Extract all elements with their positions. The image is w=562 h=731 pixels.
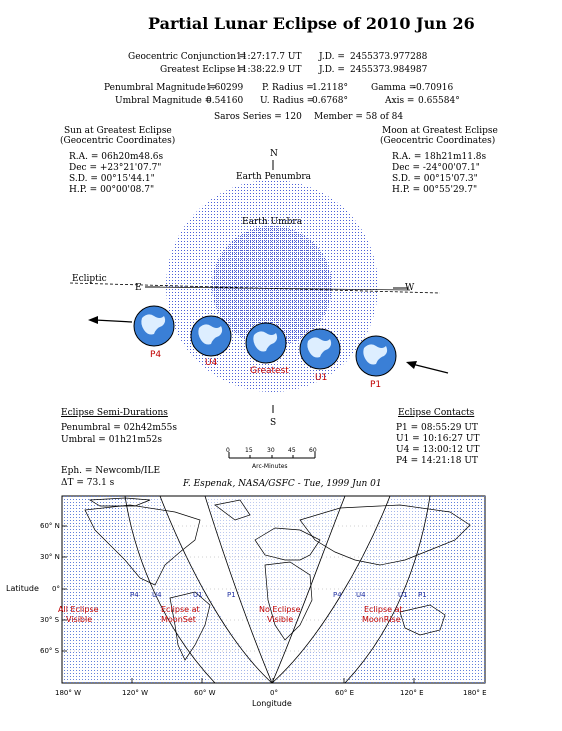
scale-tick-0: 0 [226, 447, 230, 454]
semi-penumbral: Penumbral = 02h42m55s [61, 423, 177, 433]
curve-label-p1-e: P1 [418, 591, 427, 599]
p-radius: 1.2118° [312, 83, 348, 93]
lat-tick-60n: 60° N [40, 522, 60, 530]
sun-heading-sub: (Geocentric Coordinates) [60, 136, 176, 146]
curve-label-u4-w: U4 [152, 591, 162, 599]
curve-label-u1-e: U1 [398, 591, 408, 599]
delta-t: ΔT = 73.1 s [61, 478, 115, 488]
lat-tick-30n: 30° N [40, 553, 60, 561]
umbral-magnitude-label: Umbral Magnitude = [115, 96, 213, 106]
semi-umbral: Umbral = 01h21m52s [61, 435, 162, 445]
latitude-title: Latitude [6, 584, 39, 593]
conjunction-jd: 2455373.977288 [350, 52, 428, 62]
conjunction-label: Geocentric Conjunction = [128, 52, 247, 62]
curve-label-p4-e: P4 [333, 591, 342, 599]
greatest-time: 11:38:22.9 UT [236, 65, 302, 75]
greatest-jd-label: J.D. = [319, 65, 345, 75]
sun-heading: Sun at Greatest Eclipse [64, 126, 172, 136]
u-radius-label: U. Radius = [260, 96, 315, 106]
region-all-visible-2: Visible [66, 615, 93, 624]
contact-p1: P1 = 08:55:29 UT [396, 423, 478, 433]
scale-tick-30: 30 [267, 447, 275, 454]
curve-label-p1-w: P1 [227, 591, 236, 599]
lon-tick-120w: 120° W [122, 689, 149, 697]
west-label: W [405, 283, 415, 293]
scale-tick-60: 60 [309, 447, 317, 454]
region-no-eclipse-1: No Eclipse [259, 605, 301, 614]
lat-tick-60s: 60° S [40, 647, 60, 655]
penumbral-magnitude-label: Penumbral Magnitude = [104, 83, 217, 93]
credit: F. Espenak, NASA/GSFC - Tue, 1999 Jun 01 [183, 479, 382, 489]
north-label: N [270, 149, 278, 159]
saros-series: Saros Series = 120 [214, 112, 302, 122]
curve-label-p4-w: P4 [130, 591, 139, 599]
lon-tick-60e: 60° E [335, 689, 355, 697]
greatest-jd: 2455373.984987 [350, 65, 428, 75]
moon-heading-sub: (Geocentric Coordinates) [380, 136, 496, 146]
east-label: E [135, 283, 142, 293]
scale-tick-45: 45 [288, 447, 296, 454]
contacts-heading: Eclipse Contacts [398, 408, 475, 418]
scale-label: Arc-Minutes [252, 463, 288, 470]
longitude-title: Longitude [252, 699, 292, 708]
greatest-label: Greatest Eclipse = [160, 65, 246, 75]
lon-tick-60w: 60° W [194, 689, 216, 697]
lon-tick-120e: 120° E [400, 689, 424, 697]
axis: 0.65584° [418, 96, 460, 106]
moon-ra: R.A. = 18h21m11.8s [392, 152, 487, 162]
moon-sd: S.D. = 00°15'07.3" [392, 174, 478, 184]
south-label: S [270, 418, 277, 428]
lat-tick-0: 0° [52, 585, 60, 593]
region-moonrise-2: MoonRise [362, 615, 401, 624]
earth-penumbra-label: Earth Penumbra [236, 172, 312, 182]
earth-umbra-label: Earth Umbra [242, 217, 303, 227]
region-moonrise-1: Eclipse at [364, 605, 403, 614]
sun-dec: Dec = +23°21'07.7" [69, 163, 162, 173]
lon-tick-180w: 180° W [55, 689, 82, 697]
sun-hp: H.P. = 00°00'08.7" [69, 185, 155, 195]
contact-u1: U1 = 10:16:27 UT [396, 434, 480, 444]
page-title: Partial Lunar Eclipse of 2010 Jun 26 [148, 14, 475, 33]
sun-ra: R.A. = 06h20m48.6s [69, 152, 164, 162]
scale-tick-15: 15 [245, 447, 253, 454]
moon-heading: Moon at Greatest Eclipse [382, 126, 498, 136]
gamma-label: Gamma = [371, 83, 417, 93]
lon-tick-180e: 180° E [463, 689, 487, 697]
region-all-visible-1: All Eclipse [58, 605, 99, 614]
region-moonset-1: Eclipse at [161, 605, 200, 614]
ecliptic-label: Ecliptic [72, 274, 107, 284]
contact-label-p4: P4 [150, 350, 162, 360]
region-moonset-2: MoonSet [161, 615, 196, 624]
axis-label: Axis = [385, 96, 415, 106]
saros-member: Member = 58 of 84 [314, 112, 404, 122]
conjunction-jd-label: J.D. = [319, 52, 345, 62]
p-radius-label: P. Radius = [262, 83, 314, 93]
contact-label-p1: P1 [370, 380, 382, 390]
ephemeris: Eph. = Newcomb/ILE [61, 466, 161, 476]
curve-label-u1-w: U1 [193, 591, 203, 599]
gamma: -0.70916 [413, 83, 454, 93]
penumbral-magnitude: 1.60299 [206, 83, 244, 93]
contact-u4: U4 = 13:00:12 UT [396, 445, 480, 455]
lat-tick-30s: 30° S [40, 616, 60, 624]
contact-label-u4: U4 [205, 358, 218, 368]
contact-label-greatest: Greatest [250, 366, 289, 376]
umbral-magnitude: 0.54160 [206, 96, 244, 106]
moon-hp: H.P. = 00°55'29.7" [392, 185, 478, 195]
lon-tick-0: 0° [270, 689, 278, 697]
moon-dec: Dec = -24°00'07.1" [392, 163, 480, 173]
sun-sd: S.D. = 00°15'44.1" [69, 174, 155, 184]
semi-durations-heading: Eclipse Semi-Durations [61, 408, 168, 418]
contact-label-u1: U1 [315, 373, 328, 383]
u-radius: 0.6768° [312, 96, 348, 106]
contact-p4: P4 = 14:21:18 UT [396, 456, 478, 466]
region-no-eclipse-2: Visible [267, 615, 294, 624]
conjunction-time: 11:27:17.7 UT [236, 52, 302, 62]
curve-label-u4-e: U4 [356, 591, 366, 599]
